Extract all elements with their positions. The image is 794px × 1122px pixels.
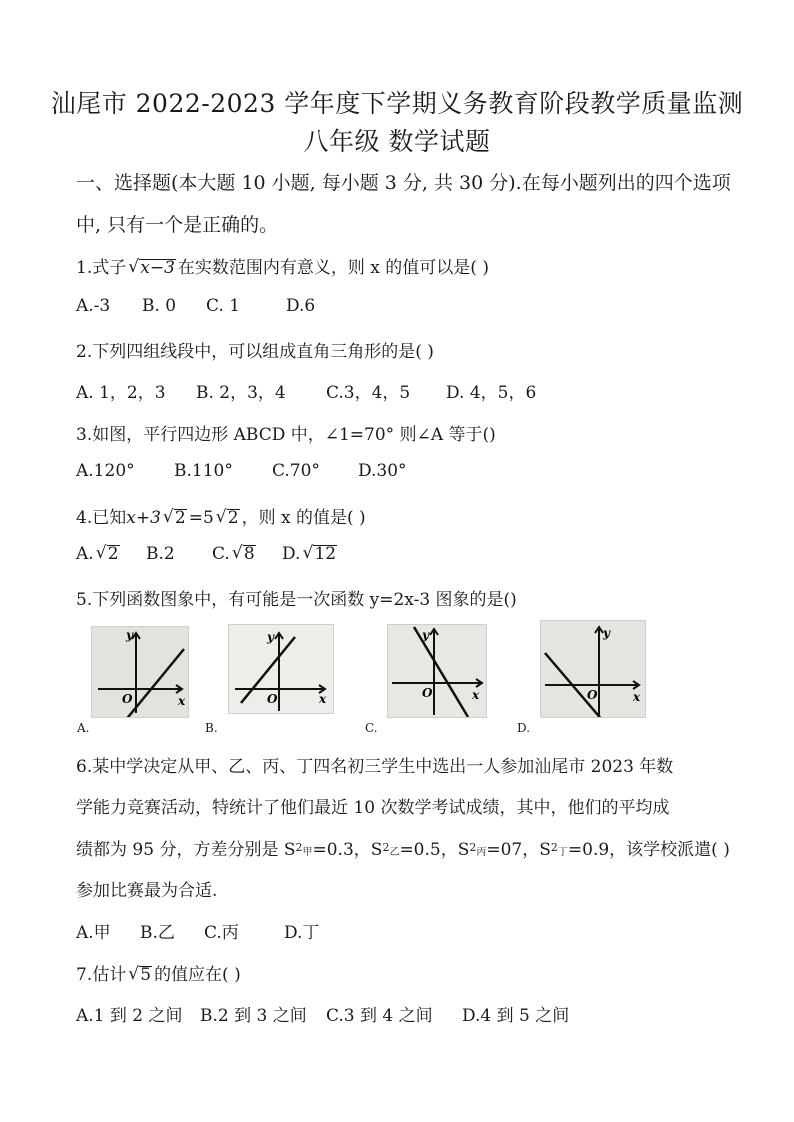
y-label: y <box>126 628 133 642</box>
option-d: D.丁 <box>284 923 320 943</box>
x-label: x <box>319 692 327 706</box>
option-d: D. 4，5，6 <box>446 383 537 403</box>
option-a: A. 1，2，3 <box>76 383 166 403</box>
x-label: x <box>472 688 480 702</box>
question-3: 3.如图，平行四边形 ABCD 中，∠1=70° 则∠A 等于() <box>76 425 496 445</box>
question-6-options <box>76 918 319 943</box>
question-2-options <box>76 378 536 403</box>
question-4-options <box>76 544 339 564</box>
x-label: x <box>633 690 641 704</box>
exam-title: 汕尾市 2022-2023 学年度下学期义务教育阶段教学质量监测 <box>50 89 744 118</box>
section-heading-cont: 中, 只有一个是正确的。 <box>76 214 279 236</box>
option-b: B. 2，3，4 <box>196 383 286 403</box>
function-line <box>120 649 184 718</box>
question-1-options <box>76 296 315 316</box>
origin-label: O <box>267 692 278 706</box>
graph-a <box>91 626 189 718</box>
graph-b <box>228 624 334 714</box>
option-c: C.3，4，5 <box>326 383 411 403</box>
option-a: A.-3 <box>76 296 111 316</box>
option-c: C.3 到 4 之间 <box>326 1006 433 1026</box>
y-label: y <box>422 628 429 642</box>
option-b: B.2 到 3 之间 <box>200 1006 307 1026</box>
graph-a-label: A. <box>77 721 90 735</box>
graph-c <box>387 624 487 718</box>
option-c: C.√ 8 <box>212 544 282 564</box>
origin-label: O <box>422 686 433 700</box>
question-7: 7.估计√ 5 的值应在( ) <box>76 960 241 985</box>
graph-c-label: C. <box>365 721 378 735</box>
question-6-line3: 绩都为 95 分，方差分别是 $S^2$甲=0.3，$S^2$乙=0.5，$S^2$丙=07，$S^2$丁=0.9，该学校派遣( ) <box>76 840 730 860</box>
option-c: C. 1 <box>206 296 241 316</box>
option-d: D.6 <box>286 296 316 316</box>
origin-label: O <box>122 692 133 706</box>
question-4: 4.已知x+3√ 2 =5√ 2 ，则 x 的值是( ) <box>76 503 366 528</box>
question-6-line4: 参加比赛最为合适. <box>76 881 218 901</box>
y-label: y <box>603 626 610 640</box>
exam-subtitle: 八年级 数学试题 <box>303 127 491 156</box>
option-d: D.4 到 5 之间 <box>462 1006 570 1026</box>
option-b: B.乙 <box>140 923 175 943</box>
option-a: A.120° <box>76 461 135 481</box>
option-a: A.甲 <box>76 923 111 943</box>
option-b: B.2 <box>146 544 175 564</box>
question-5: 5.下列函数图象中，有可能是一次函数 y=2x-3 图象的是() <box>76 590 517 610</box>
option-d: D.√ 12 <box>282 544 339 564</box>
option-c: C.丙 <box>204 923 239 943</box>
option-a: A.1 到 2 之间 <box>76 1006 183 1026</box>
question-2: 2.下列四组线段中，可以组成直角三角形的是( ) <box>76 342 434 362</box>
question-7-options <box>76 1001 569 1026</box>
graph-b-label: B. <box>205 721 218 735</box>
graph-d-label: D. <box>517 721 531 735</box>
graph-d <box>540 620 646 718</box>
x-label: x <box>178 694 186 708</box>
y-label: y <box>267 630 274 644</box>
question-3-options <box>76 461 407 481</box>
option-c: C.70° <box>272 461 320 481</box>
question-6-line2: 学能力竞赛活动，特统计了他们最近 10 次数学考试成绩，其中，他们的平均成 <box>76 798 670 818</box>
origin-label: O <box>587 688 598 702</box>
sqrt-expression: √ x−3 <box>128 258 176 278</box>
option-b: B. 0 <box>142 296 177 316</box>
option-b: B.110° <box>174 461 233 481</box>
option-d: D.30° <box>358 461 407 481</box>
question-6-line1: 6.某中学决定从甲、乙、丙、丁四名初三学生中选出一人参加汕尾市 2023 年数 <box>76 757 674 777</box>
option-a: A.√ 2 <box>76 544 146 564</box>
question-1: 1.式子√ x−3 在实数范围内有意义，则 x 的值可以是( ) <box>76 253 489 278</box>
section-heading: 一、选择题(本大题 10 小题, 每小题 3 分, 共 30 分).在每小题列出的四个选项 <box>76 172 731 194</box>
